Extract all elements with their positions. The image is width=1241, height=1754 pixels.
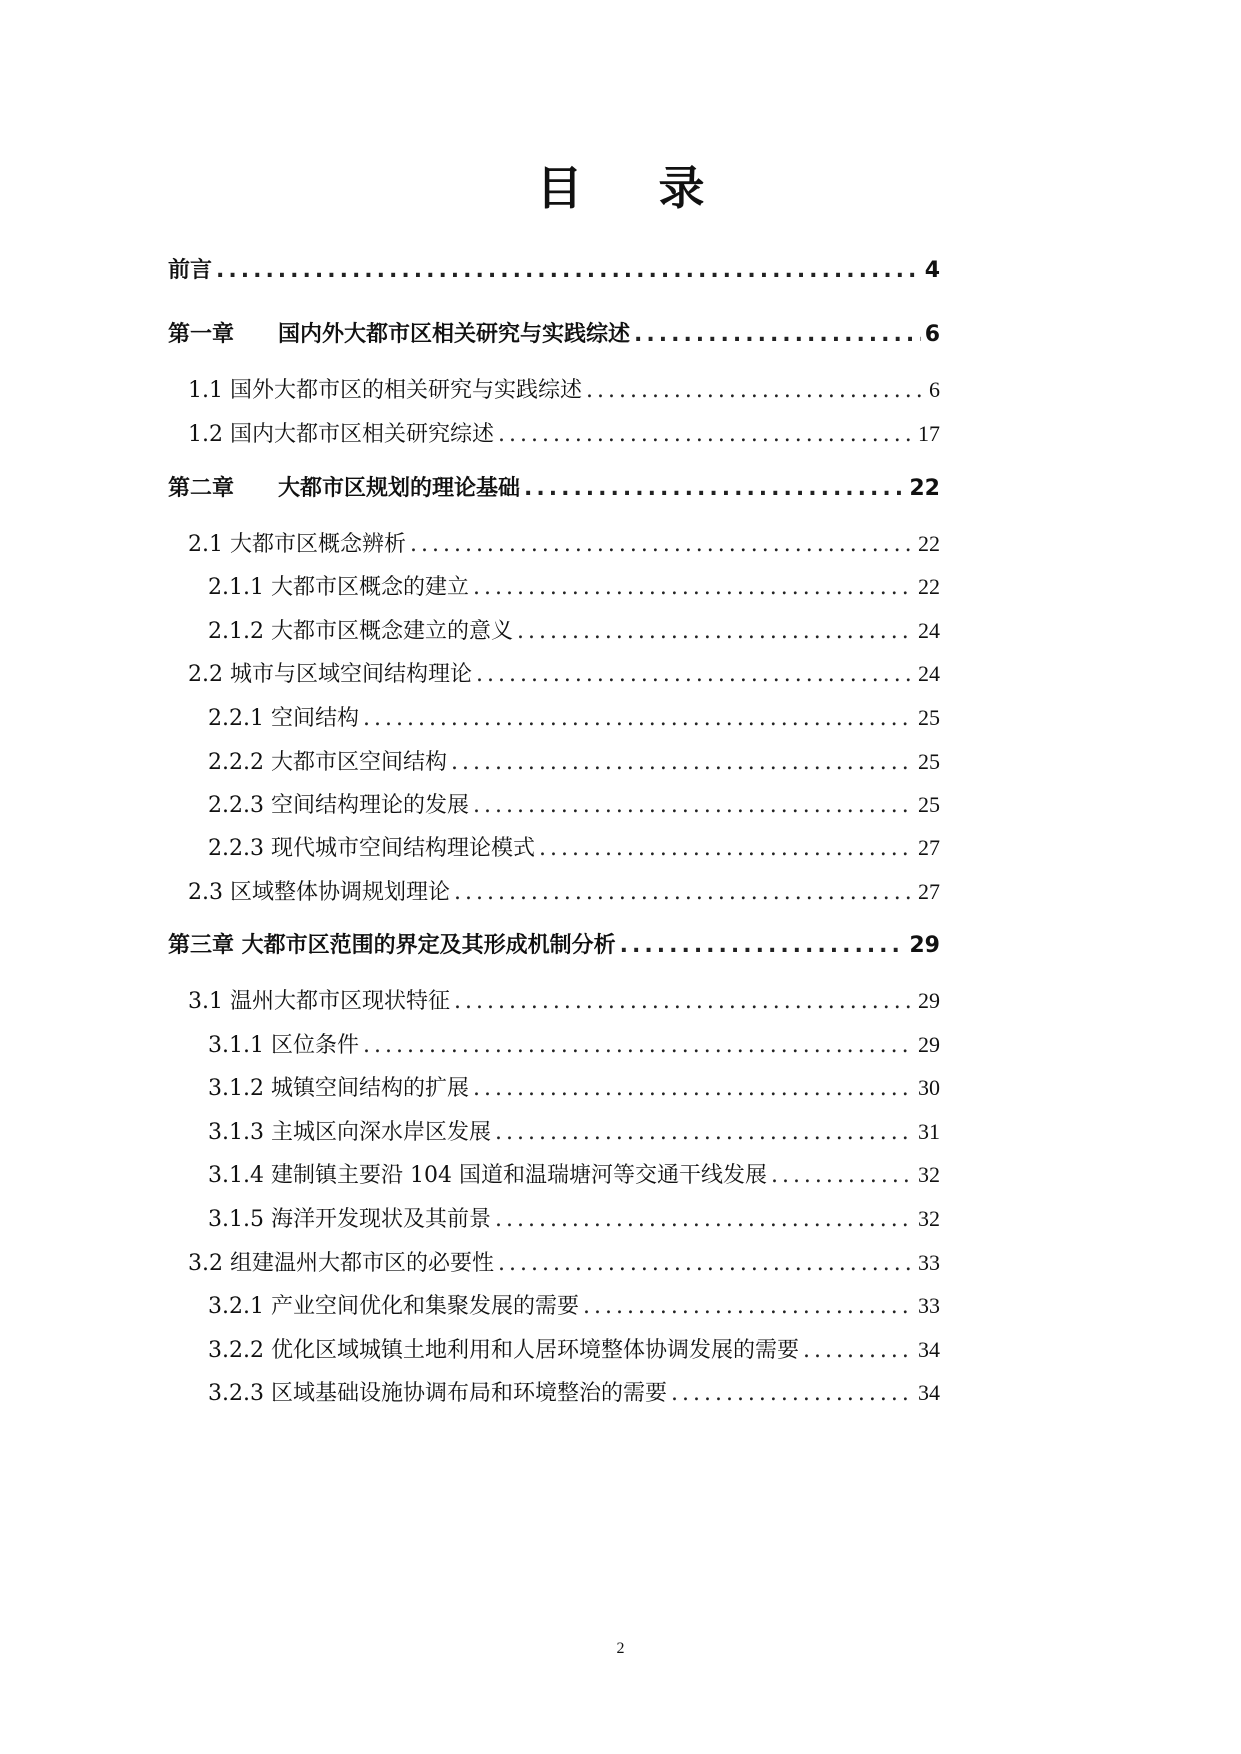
- toc-entry-page: 27: [918, 879, 940, 904]
- toc-entry-subsection[interactable]: [208, 1291, 940, 1321]
- toc-entry-subsection[interactable]: [208, 572, 940, 602]
- toc-entry-preface[interactable]: [168, 256, 940, 286]
- toc-entry-page: 27: [918, 835, 940, 860]
- toc-leader-dots: [476, 660, 914, 690]
- toc-entry-page: 31: [918, 1119, 940, 1144]
- toc-leader-dots: [586, 376, 925, 406]
- toc-leader-dots: [451, 748, 914, 778]
- toc-leader-dots: [454, 878, 914, 908]
- toc-leader-dots: [803, 1336, 914, 1366]
- toc-leader-dots: [583, 1292, 914, 1322]
- toc-entry-page: 32: [918, 1162, 940, 1187]
- toc-entry-label: 3.1.2 城镇空间结构的扩展: [208, 1076, 469, 1101]
- toc-entry-subsection[interactable]: [208, 703, 940, 733]
- toc-entry-section[interactable]: [188, 375, 940, 405]
- toc-entry-page: 22: [918, 531, 940, 556]
- toc-leader-dots: [524, 474, 905, 504]
- toc-leader-dots: [771, 1161, 914, 1191]
- toc-entry-page: 6: [924, 322, 940, 347]
- toc-leader-dots: [634, 320, 921, 350]
- toc-entry-page: 22: [909, 476, 940, 501]
- page-number: 2: [616, 1640, 625, 1657]
- toc-entry-label: 第二章 大都市区规划的理论基础: [168, 476, 521, 501]
- toc-entry-subsection[interactable]: [208, 833, 940, 863]
- page-title: [0, 148, 1241, 228]
- toc-entry-subsection[interactable]: [208, 790, 940, 820]
- toc-entry-page: 30: [918, 1075, 940, 1100]
- toc-entry-label: 第一章 国内外大都市区相关研究与实践综述: [168, 322, 631, 347]
- toc-entry-section[interactable]: [188, 986, 940, 1016]
- toc-entry-label: 2.2.3 现代城市空间结构理论模式: [208, 836, 535, 861]
- toc-entry-section[interactable]: [188, 529, 940, 559]
- toc-entry-label: 2.1.1 大都市区概念的建立: [208, 575, 469, 600]
- toc-leader-dots: [473, 791, 914, 821]
- toc-leader-dots: [495, 1118, 914, 1148]
- toc-entry-label: 2.1 大都市区概念辨析: [188, 532, 406, 557]
- toc-entry-subsection[interactable]: [208, 1030, 940, 1060]
- toc-entry-label: 3.1.5 海洋开发现状及其前景: [208, 1207, 491, 1232]
- toc-entry-section[interactable]: [188, 419, 940, 449]
- toc-leader-dots: [498, 1249, 914, 1279]
- toc-entry-page: 24: [918, 661, 940, 686]
- toc-entry-label: 3.2.3 区域基础设施协调布局和环境整治的需要: [208, 1381, 667, 1406]
- toc-entry-label: 2.2.3 空间结构理论的发展: [208, 793, 469, 818]
- toc-entry-page: 25: [918, 749, 940, 774]
- toc-entry-page: 17: [918, 421, 940, 446]
- toc-entry-page: 33: [918, 1293, 940, 1318]
- toc-entry-subsection[interactable]: [208, 747, 940, 777]
- toc-entry-page: 25: [918, 705, 940, 730]
- toc-entry-chapter-1[interactable]: [168, 320, 940, 350]
- toc-entry-subsection[interactable]: [208, 1160, 940, 1190]
- toc-entry-page: 6: [929, 377, 940, 402]
- toc-leader-dots: [495, 1205, 914, 1235]
- toc-entry-page: 25: [918, 792, 940, 817]
- toc-leader-dots: [363, 1031, 914, 1061]
- toc-entry-label: 3.1.1 区位条件: [208, 1033, 359, 1058]
- toc-leader-dots: [216, 256, 921, 286]
- toc-entry-page: 29: [918, 988, 940, 1013]
- toc-entry-page: 34: [918, 1380, 940, 1405]
- toc-leader-dots: [539, 834, 914, 864]
- toc-entry-label: 3.1.3 主城区向深水岸区发展: [208, 1120, 491, 1145]
- toc-entry-page: 34: [918, 1337, 940, 1362]
- toc-entry-subsection[interactable]: [208, 1335, 940, 1365]
- toc-entry-section[interactable]: [188, 659, 940, 689]
- toc-entry-label: 第三章 大都市区范围的界定及其形成机制分析: [168, 933, 616, 958]
- toc-entry-label: 2.2 城市与区域空间结构理论: [188, 662, 472, 687]
- toc-entry-chapter-2[interactable]: [168, 474, 940, 504]
- toc-entry-label: 3.2.2 优化区域城镇土地利用和人居环境整体协调发展的需要: [208, 1338, 799, 1363]
- toc-leader-dots: [473, 1074, 914, 1104]
- toc-entry-page: 32: [918, 1206, 940, 1231]
- toc-entry-page: 29: [918, 1032, 940, 1057]
- toc-entry-subsection[interactable]: [208, 1073, 940, 1103]
- toc-entry-label: 前言: [168, 258, 213, 283]
- toc-entry-label: 2.2.2 大都市区空间结构: [208, 750, 447, 775]
- toc-entry-page: 22: [918, 574, 940, 599]
- toc-entry-page: 4: [924, 258, 940, 283]
- toc-entry-label: 3.2.1 产业空间优化和集聚发展的需要: [208, 1294, 579, 1319]
- toc-entry-label: 2.3 区域整体协调规划理论: [188, 880, 450, 905]
- toc-leader-dots: [498, 420, 914, 450]
- toc-leader-dots: [620, 931, 906, 961]
- toc-entry-subsection[interactable]: [208, 1117, 940, 1147]
- title-char-2: 录: [658, 161, 705, 215]
- toc-entry-label: 2.1.2 大都市区概念建立的意义: [208, 619, 513, 644]
- toc-entry-subsection[interactable]: [208, 1204, 940, 1234]
- toc-entry-subsection[interactable]: [208, 1378, 940, 1408]
- toc-entry-label: 1.1 国外大都市区的相关研究与实践综述: [188, 378, 582, 403]
- toc-entry-label: 3.1.4 建制镇主要沿 104 国道和温瑞塘河等交通干线发展: [208, 1163, 767, 1188]
- title-char-1: 目: [536, 161, 583, 215]
- toc-entry-label: 1.2 国内大都市区相关研究综述: [188, 422, 494, 447]
- toc-entry-subsection[interactable]: [208, 616, 940, 646]
- toc-leader-dots: [473, 573, 914, 603]
- toc-entry-page: 33: [918, 1250, 940, 1275]
- toc-leader-dots: [517, 617, 914, 647]
- toc-entry-page: 24: [918, 618, 940, 643]
- toc-entry-chapter-3[interactable]: [168, 931, 940, 961]
- toc-entry-section[interactable]: [188, 877, 940, 907]
- toc-entry-page: 29: [909, 933, 940, 958]
- toc-entry-section[interactable]: [188, 1248, 940, 1278]
- toc-leader-dots: [363, 704, 914, 734]
- toc-entry-label: 3.2 组建温州大都市区的必要性: [188, 1251, 494, 1276]
- toc-leader-dots: [454, 987, 914, 1017]
- toc-entry-label: 2.2.1 空间结构: [208, 706, 359, 731]
- toc-entry-label: 3.1 温州大都市区现状特征: [188, 989, 450, 1014]
- toc-leader-dots: [410, 530, 914, 560]
- toc-leader-dots: [671, 1379, 914, 1409]
